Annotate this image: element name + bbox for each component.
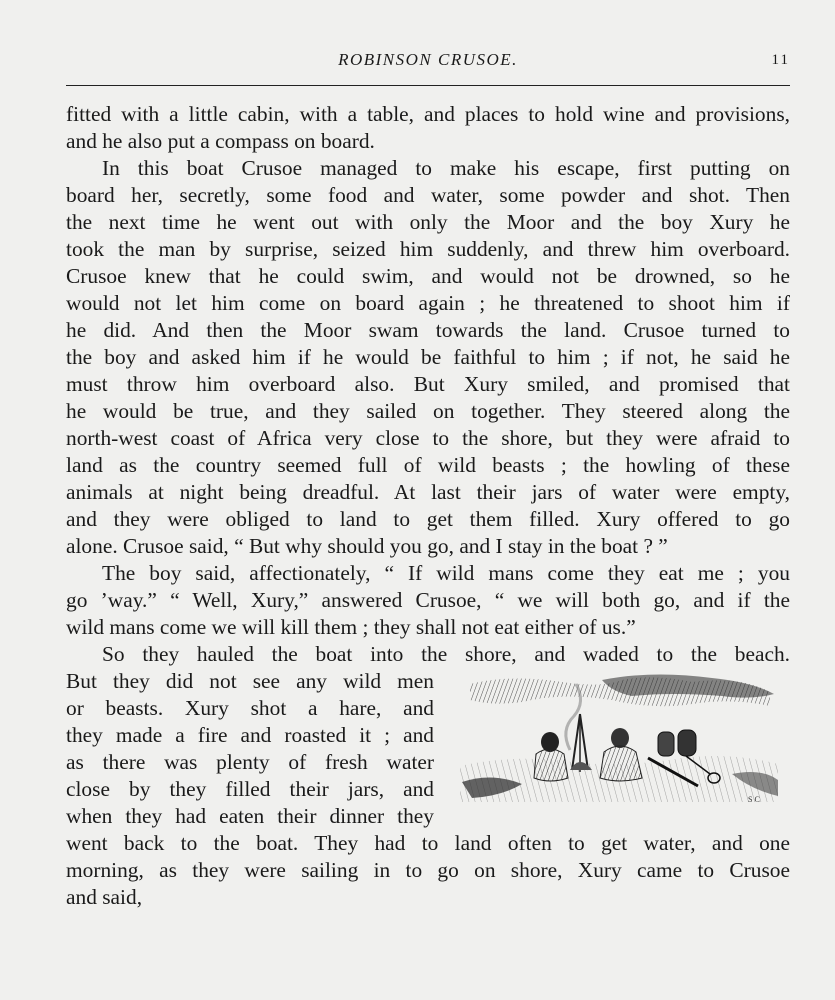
text-line: would not let him come on board again ; he threatened to shoot him if (66, 291, 790, 315)
engraving-campfire-icon (452, 670, 786, 810)
text-line: animals at night being dreadful. At last their jars of water were empty, (66, 480, 790, 504)
text-line: he did. And then the Moor swam towards the land. Crusoe turned to (66, 318, 790, 342)
text-line: go ’way.” “ Well, Xury,” answered Crusoe, “ we will both go, and if the (66, 588, 790, 612)
text-line: close by they filled their jars, and (66, 777, 434, 801)
campfire-engraving (452, 670, 786, 810)
page-number: 11 (771, 52, 790, 68)
running-title: ROBINSON CRUSOE. (338, 50, 518, 69)
text-line: as there was plenty of fresh water (66, 750, 434, 774)
text-line: alone. Crusoe said, “ But why should you go, and I stay in the boat ? ” (66, 534, 668, 558)
text-line: they made a fire and roasted it ; and (66, 723, 434, 747)
text-line: Crusoe knew that he could swim, and would not be drowned, so he (66, 264, 790, 288)
text-line: took the man by surprise, seized him suddenly, and threw him overboard. (66, 237, 790, 261)
text-line: and said, (66, 885, 143, 909)
text-line: when they had eaten their dinner they (66, 804, 434, 828)
engraver-signature: S C (748, 795, 760, 804)
text-line: morning, as they were sailing in to go on shore, Xury came to Crusoe (66, 858, 790, 882)
text-line: wild mans come we will kill them ; they shall not eat either of us.” (66, 615, 636, 639)
text-line: So they hauled the boat into the shore, and waded to the beach. (102, 642, 790, 666)
text-line: north-west coast of Africa very close to the shore, but they were afraid to (66, 426, 790, 450)
text-line: went back to the boat. They had to land often to get water, and one (66, 831, 790, 855)
text-line: land as the country seemed full of wild beasts ; the howling of these (66, 453, 790, 477)
text-line: and he also put a compass on board. (66, 129, 375, 153)
text-line: fitted with a little cabin, with a table, and places to hold wine and provisions, (66, 102, 790, 126)
text-line: The boy said, affectionately, “ If wild mans come they eat me ; you (102, 561, 790, 585)
text-line: or beasts. Xury shot a hare, and (66, 696, 434, 720)
text-line: In this boat Crusoe managed to make his escape, first putting on (102, 156, 790, 180)
text-line: But they did not see any wild men (66, 669, 434, 693)
text-line: must throw him overboard also. But Xury smiled, and promised that (66, 372, 790, 396)
header-rule (66, 85, 790, 86)
text-line: the next time he went out with only the Moor and the boy Xury he (66, 210, 790, 234)
text-line: and they were obliged to land to get them filled. Xury offered to go (66, 507, 790, 531)
text-line: board her, secretly, some food and water, some powder and shot. Then (66, 183, 790, 207)
text-line: he would be true, and they sailed on together. They steered along the (66, 399, 790, 423)
text-line: the boy and asked him if he would be faithful to him ; if not, he said he (66, 345, 790, 369)
running-head (66, 50, 790, 76)
